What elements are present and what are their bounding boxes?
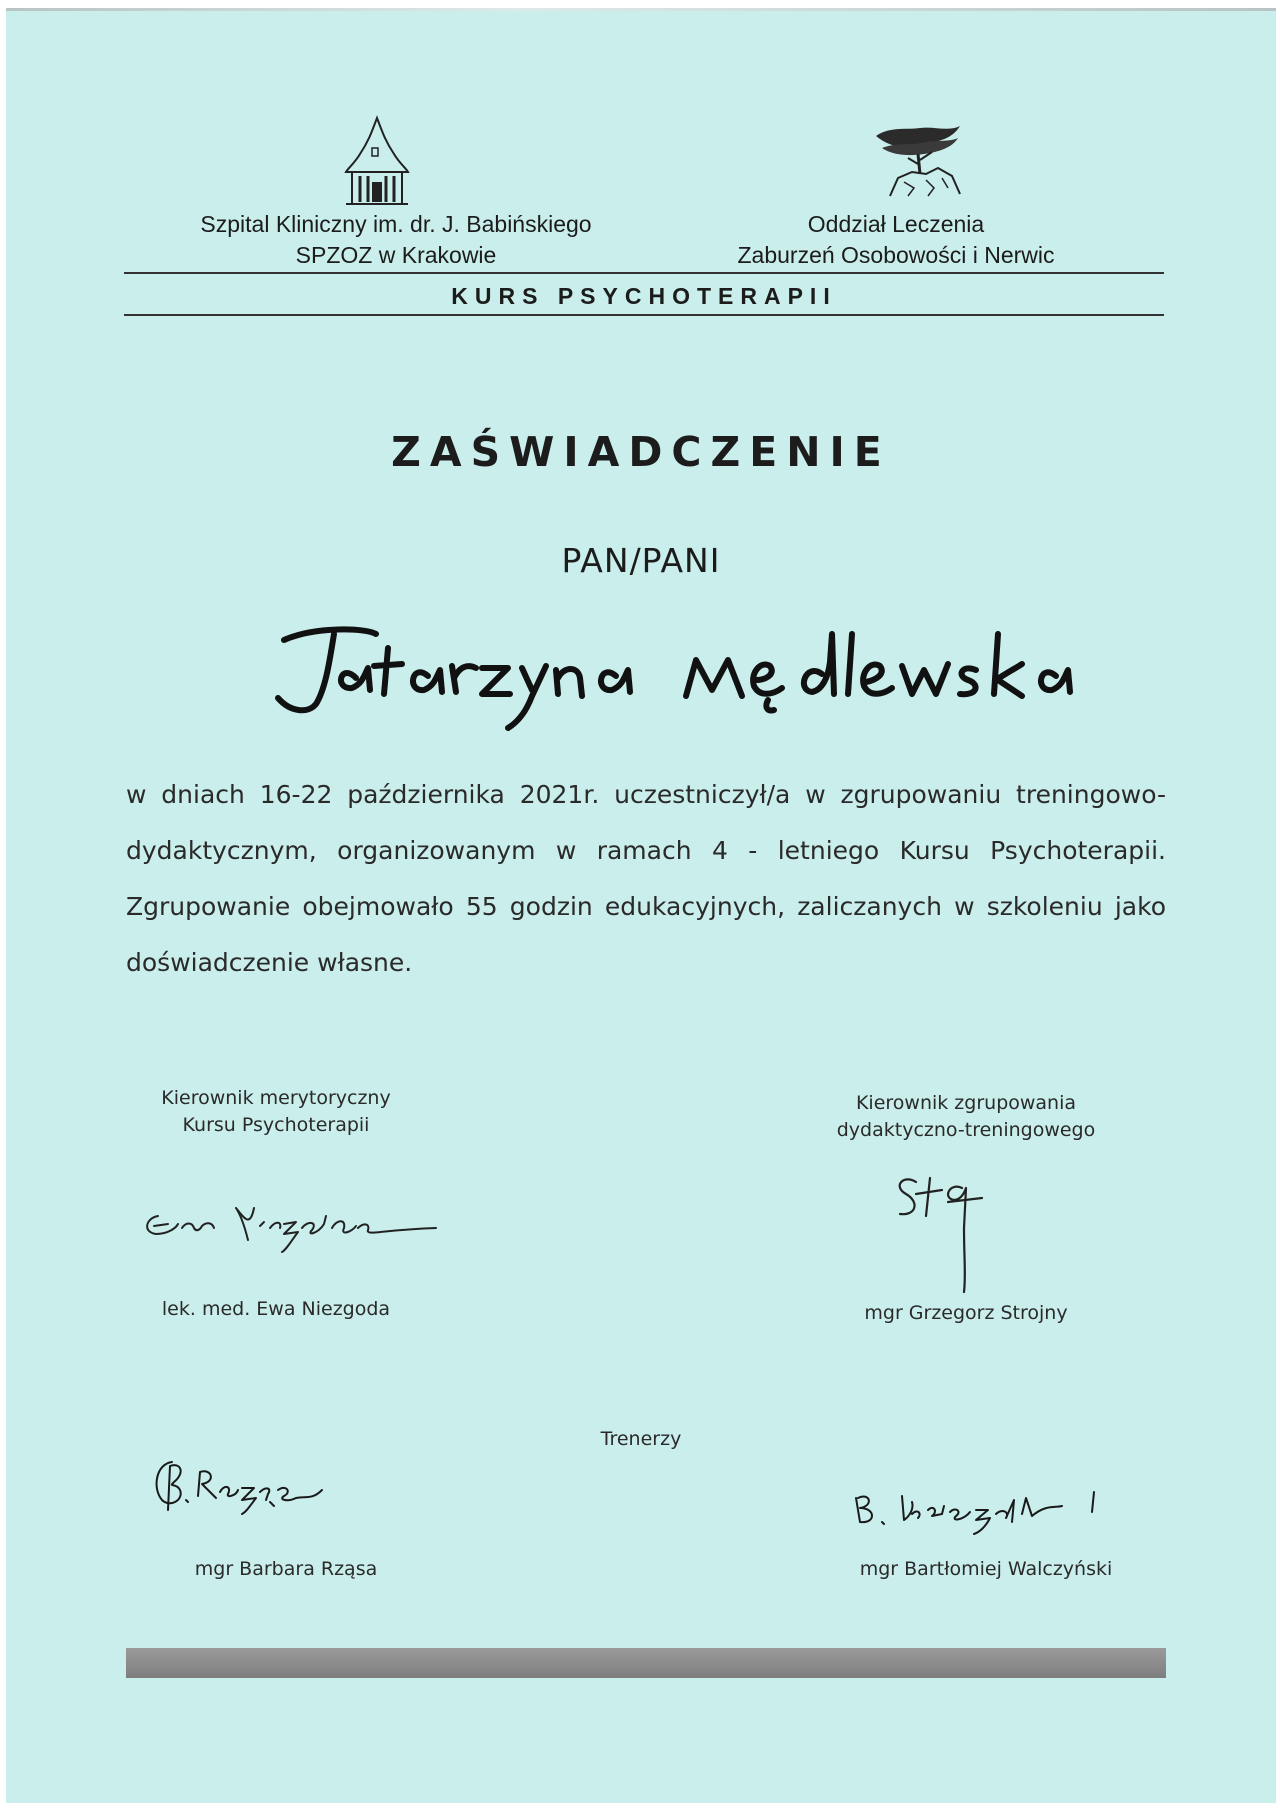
right-signature-strojny — [886, 1168, 1006, 1298]
left-signatory-role — [136, 1085, 416, 1139]
right-signatory-role — [806, 1090, 1126, 1144]
hospital-name-line2: SPZOZ w Krakowie — [295, 242, 497, 268]
hospital-name — [146, 209, 646, 271]
trainers-label: Trenerzy — [600, 1428, 682, 1450]
hospital-name-line1: Szpital Kliniczny im. dr. J. Babińskiego — [200, 211, 592, 237]
trainer-name-left: mgr Barbara Rząsa — [194, 1558, 378, 1580]
trainer-signature-rzasa — [146, 1448, 336, 1528]
left-signature-niezgoda — [136, 1188, 446, 1258]
trainer-signature-walczynski — [846, 1478, 1126, 1538]
left-role-line1: Kierownik merytoryczny — [161, 1087, 391, 1109]
certificate-page — [6, 8, 1276, 1803]
footer-bar — [126, 1648, 1166, 1678]
right-role-line1: Kierownik zgrupowania — [855, 1092, 1077, 1114]
certificate-body: w dniach 16-22 października 2021r. uczestniczył/a w zgrupowaniu treningowo-dydaktycznym, organizowanym w ramach 4 - letniego Kursu Psychoterapii. Zgrupowanie obejmowało 55 godzin edukacyjnych, zaliczanych w szkoleniu jako doświadczenie własne. — [126, 780, 1166, 977]
department-tree-logo — [868, 118, 968, 198]
salutation: PAN/PANI — [561, 541, 721, 580]
trainer-name-right: mgr Bartłomiej Walczyński — [859, 1558, 1113, 1580]
department-name-line2: Zaburzeń Osobowości i Nerwic — [737, 242, 1055, 268]
header-rule-top — [124, 272, 1164, 274]
header-rule-bottom — [124, 314, 1164, 316]
certificate-title: ZAŚWIADCZENIE — [391, 428, 891, 476]
hospital-house-logo — [338, 112, 416, 208]
course-title: KURS PSYCHOTERAPII — [451, 283, 837, 309]
department-name — [666, 209, 1126, 271]
left-signatory-name: lek. med. Ewa Niezgoda — [161, 1298, 391, 1320]
right-role-line2: dydaktyczno-treningowego — [836, 1119, 1096, 1141]
department-name-line1: Oddział Leczenia — [807, 211, 985, 237]
recipient-name-handwriting — [256, 618, 1086, 738]
left-role-line2: Kursu Psychoterapii — [182, 1114, 370, 1136]
right-signatory-name: mgr Grzegorz Strojny — [864, 1302, 1068, 1324]
